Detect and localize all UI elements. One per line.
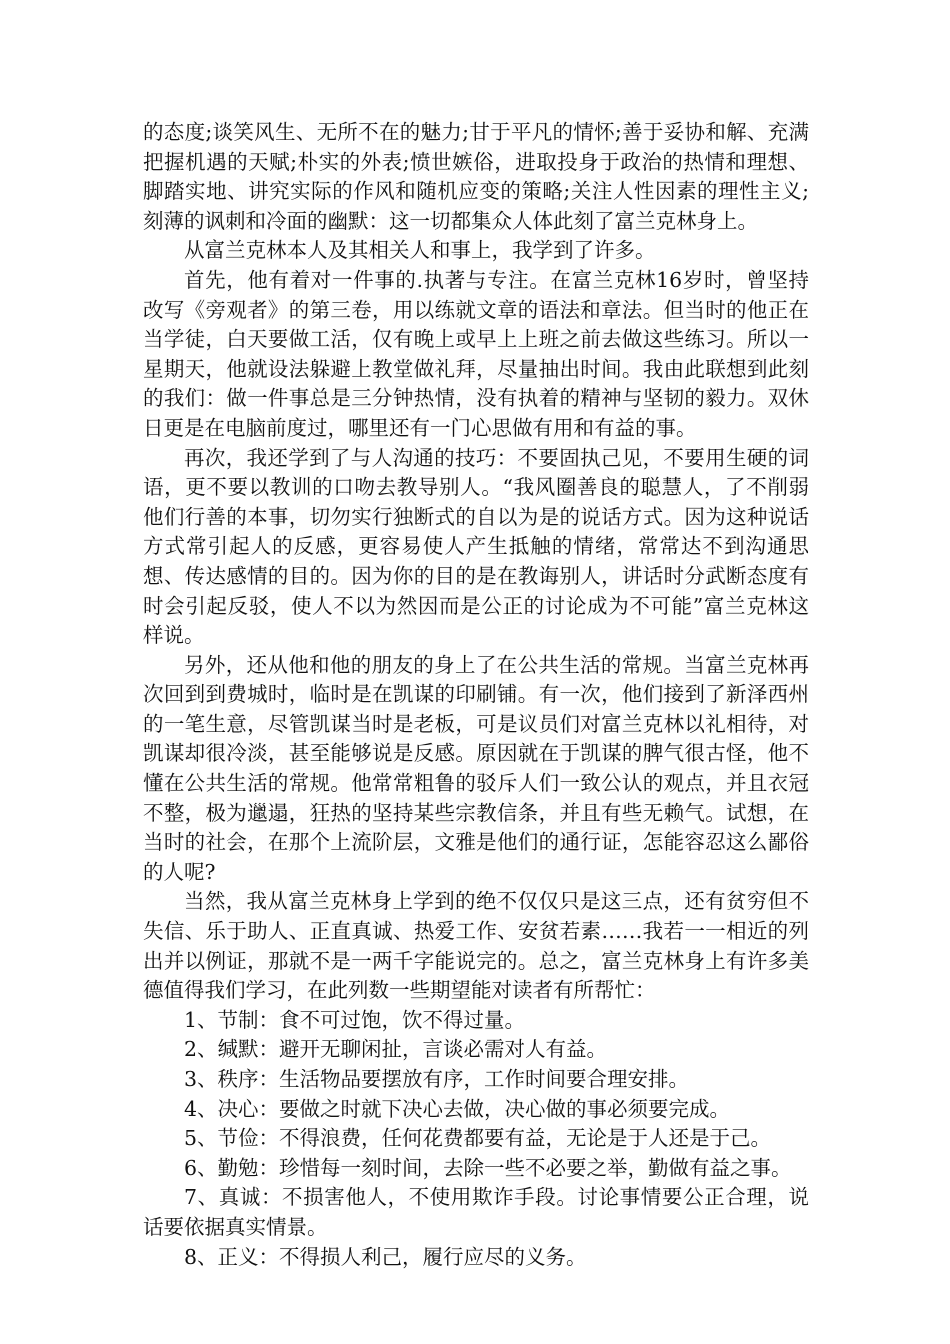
virtue-list-item: 2、缄默：避开无聊闲扯，言谈必需对人有益。 — [184, 1037, 608, 1062]
virtue-list-item: 6、勤勉：珍惜每一刻时间，去除一些不必要之举，勤做有益之事。 — [184, 1155, 792, 1180]
virtue-list-item: 1、节制：食不可过饱，饮不得过量。 — [184, 1007, 526, 1032]
paragraph-persistence: 首先，他有着对一件事的.执著与专注。在富兰克林16岁时，曾坚持改写《旁观者》的第三卷，用以练就文章的语法和章法。但当时的他正在当学徒，白天要做工活，仅有晚上或早上上班之前去做这些练习。所以一星期天，他就设法躲避上教堂做礼拜，尽量抽出时间。我由此联想到此刻的我们：做一件事总是三分钟热情，没有执着的精神与坚韧的毅力。双休日更是在电脑前度过，哪里还有一门心思做有用和有益的事。 — [143, 267, 809, 440]
paragraph-virtues-intro: 当然，我从富兰克林身上学到的绝不仅仅只是这三点，还有贫穷但不失信、乐于助人、正直真诚、热爱工作、安贫若素……我若一一相近的列出并以例证，那就不是一两千字能说完的。总之，富兰克林身上有许多美德值得我们学习，在此列数一些期望能对读者有所帮忙： — [143, 889, 809, 1003]
paragraph-communication: 再次，我还学到了与人沟通的技巧：不要固执己见，不要用生硬的词语，更不要以教训的口吻去教导别人。“我风圈善良的聪慧人，了不削弱他们行善的本事，切勿实行独断式的自以为是的说话方式。因为这种说话方式常引起人的反感，更容易使人产生抵触的情绪，常常达不到沟通思想、传达感情的目的。因为你的目的是在教诲别人，讲话时分武断态度有时会引起反驳，使人不以为然因而是公正的讨论成为不可能”富兰克林这样说。 — [143, 445, 809, 648]
paragraph-intro: 从富兰克林本人及其相关人和事上，我学到了许多。 — [184, 238, 656, 263]
paragraph-public-life: 另外，还从他和他的朋友的身上了在公共生活的常规。当富兰克林再次回到到费城时，临时是在凯谋的印刷铺。有一次，他们接到了新泽西州的一笔生意，尽管凯谋当时是老板，可是议员们对富兰克林以礼相待，对凯谋却很冷淡，甚至能够说是反感。原因就在于凯谋的脾气很古怪，他不懂在公共生活的常规。他常常粗鲁的驳斥人们一致公认的观点，并且衣冠不整，极为邋遢，狂热的坚持某些宗教信条，并且有些无赖气。试想，在当时的社会，在那个上流阶层，文雅是他们的通行证，怎能容忍这么鄙俗的人呢? — [143, 652, 809, 884]
virtue-list-item: 3、秩序：生活物品要摆放有序，工作时间要合理安排。 — [184, 1067, 690, 1091]
document-body — [143, 118, 809, 1272]
virtue-list-item: 8、正义：不得损人利己，履行应尽的义务。 — [184, 1244, 587, 1269]
virtue-list-item: 4、决心：要做之时就下决心去做，决心做的事必须要完成。 — [184, 1096, 731, 1121]
virtue-list-item: 5、节俭：不得浪费，任何花费都要有益，无论是于人还是于己。 — [184, 1126, 772, 1151]
virtue-list-item: 7、真诚：不损害他人，不使用欺诈手段。讨论事情要公正合理，说话要依据真实情景。 — [143, 1185, 809, 1239]
paragraph-continued: 的态度;谈笑风生、无所不在的魅力;甘于平凡的情怀;善于妥协和解、充满把握机遇的天赋;朴实的外表;愤世嫉俗，进取投身于政治的热情和理想、脚踏实地、讲究实际的作风和随机应变的策略;关注人性因素的理性主义;刻薄的讽刺和冷面的幽默：这一切都集众人体此刻了富兰克林身上。 — [143, 120, 809, 233]
